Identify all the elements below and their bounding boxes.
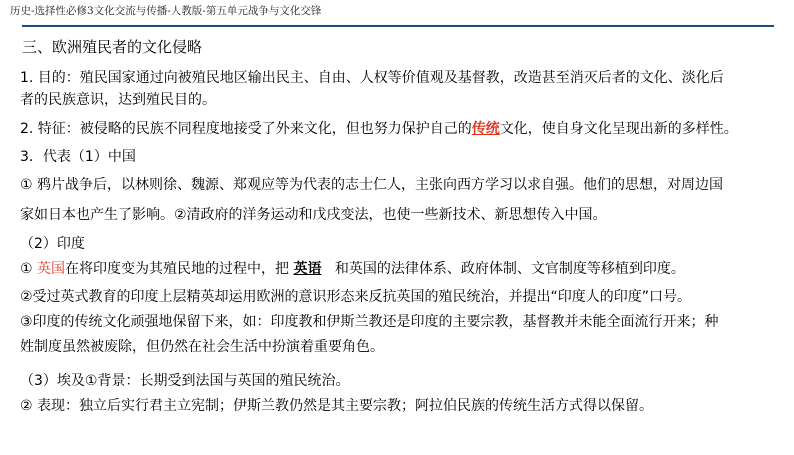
china-paragraph [20,174,780,226]
header-breadcrumb: 历史-选择性必修3文化交流与传播-人教版-第五单元战争与文化交锋 [10,5,322,17]
india-point-2: ②受过英式教育的印度上层精英却运用欧洲的意识形态来反抗英国的殖民统治，并提出“印度人的印度”口号。 [20,289,692,305]
header-divider [22,25,774,27]
purpose-paragraph [20,67,780,111]
china-line-2: 家如日本也产生了影响。②清政府的洋务运动和戊戌变法，也使一些新技术、新思想传入中国。 [20,207,607,223]
feature-suffix: 文化，使自身文化呈现出新的多样性。 [499,121,738,137]
feature-prefix: 2. 特征：被侵略的民族不同程度地接受了外来文化，但也努力保护自己的 [20,121,472,137]
india3-line-1: ③印度的传统文化顽强地保留下来，如：印度教和伊斯兰教还是印度的主要宗教，基督教并未能全面流行开来；种 [20,314,719,330]
purpose-line-1: 1. 目的：殖民国家通过向被殖民地区输出民主、自由、人权等价值观及基督教，改造甚至消灭后者的文化、淡化后 [20,70,724,86]
purpose-line-2: 者的民族意识，达到殖民目的。 [20,92,216,108]
india-point-3 [20,311,780,358]
section-title: 三、欧洲殖民者的文化侵略 [22,38,203,56]
india1-prefix: ① [20,261,38,277]
india1-suffix: 和英国的法律体系、政府体制、文官制度等移植到印度。 [321,261,685,277]
egypt-point-2: ② 表现：独立后实行君主立宪制；伊斯兰教仍然是其主要宗教；阿拉伯民族的传统生活方式得以保留。 [20,398,653,414]
feature-paragraph [20,118,780,140]
representative-heading: 3．代表（1）中国 [20,149,136,165]
india1-bold-text: 英语 [293,261,322,277]
feature-highlight: 传统 [471,121,500,137]
egypt-point-1: （3）埃及①背景：长期受到法国与英国的殖民统治。 [20,373,350,389]
india1-red-text: 英国 [37,261,66,277]
china-line-1: ① 鸦片战争后，以林则徐、魏源、郑观应等为代表的志士仁人，主张向西方学习以求自强。他们的思想，对周边国 [20,177,723,193]
india-point-1 [20,258,780,280]
india1-mid: 在将印度变为其殖民地的过程中，把 [65,261,294,277]
india-heading: （2）印度 [20,236,85,252]
india3-line-2: 姓制度虽然被废除，但仍然在社会生活中扮演着重要角色。 [20,339,384,355]
